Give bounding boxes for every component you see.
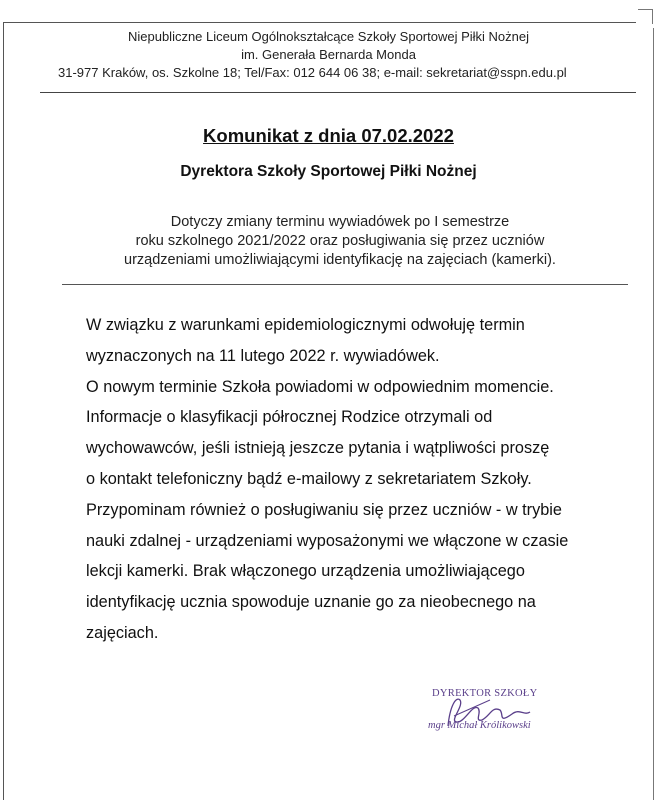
stamp-name: mgr Michał Królikowski — [428, 720, 531, 731]
body-line: nauki zdalnej - urządzeniami wyposażonymi we włączone w czasie — [86, 531, 569, 550]
letterhead-divider — [40, 92, 636, 93]
subject-divider — [62, 284, 628, 285]
body-line: Informacje o klasyfikacji półrocznej Rodzice otrzymali od — [86, 408, 493, 427]
document-subtitle: Dyrektora Szkoły Sportowej Piłki Nożnej — [180, 163, 477, 180]
corner-mark — [638, 9, 653, 24]
body-line: Przypominam również o posługiwaniu się przez uczniów - w trybie — [86, 500, 562, 519]
frame-top-rule — [3, 22, 636, 23]
body-line: zajęciach. — [86, 623, 159, 642]
body-line: lekcji kamerki. Brak włączonego urządzenia umożliwiającego — [86, 562, 525, 581]
subject-block — [60, 213, 620, 270]
document-title: Komunikat z dnia 07.02.2022 — [203, 125, 454, 146]
subject-line: Dotyczy zmiany terminu wywiadówek po I semestrze — [170, 214, 510, 230]
handwritten-signature — [420, 686, 580, 746]
signature-stamp — [420, 686, 580, 746]
body-line: wychowawców, jeśli istnieją jeszcze pytania i wątpliwości proszę — [86, 439, 550, 458]
body-line: identyfikację ucznia spowoduje uznanie go za nieobecnego na — [86, 593, 536, 612]
body-line: W związku z warunkami epidemiologicznymi odwołuję termin — [86, 316, 525, 334]
letterhead-contact: 31-977 Kraków, os. Szkolne 18; Tel/Fax: 012 644 06 38; e-mail: sekretariat@sspn.edu.pl — [58, 65, 567, 80]
body-line: O nowym terminie Szkoła powiadomi w odpowiednim momencie. — [86, 377, 554, 396]
letterhead-school-name: Niepubliczne Liceum Ogólnokształcące Szkoły Sportowej Piłki Nożnej — [127, 29, 530, 44]
body-line: o kontakt telefoniczny bądź e-mailowy z sekretariatem Szkoły. — [86, 469, 532, 488]
letterhead-patron: im. Generała Bernarda Monda — [241, 47, 416, 62]
body-line: wyznaczonych na 11 lutego 2022 r. wywiadówek. — [86, 346, 440, 365]
announcement-body — [86, 310, 626, 649]
letterhead — [0, 28, 657, 82]
subject-line: roku szkolnego 2021/2022 oraz posługiwania się przez uczniów — [135, 233, 545, 249]
subject-line: urządzeniami umożliwiającymi identyfikację na zajęciach (kamerki). — [124, 252, 556, 268]
stamp-title: DYREKTOR SZKOŁY — [432, 688, 538, 699]
